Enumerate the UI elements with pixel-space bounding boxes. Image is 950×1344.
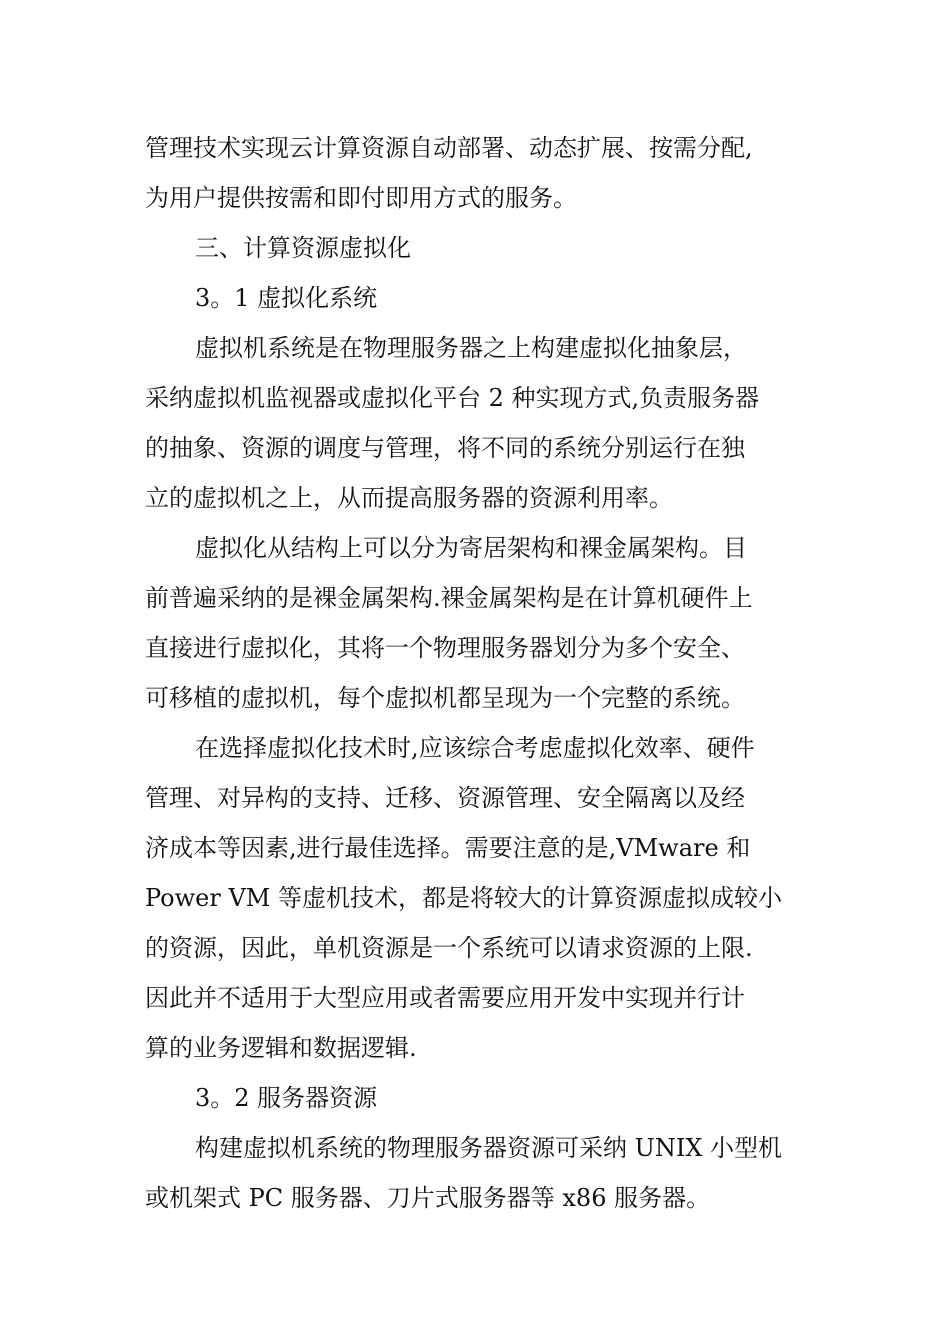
text-line: 管理、对异构的支持、迁移、资源管理、安全隔离以及经: [145, 784, 745, 812]
text-line: 管理技术实现云计算资源自动部署、动态扩展、按需分配,: [145, 134, 753, 162]
text-line: 立的虚拟机之上，从而提高服务器的资源利用率。: [145, 484, 673, 512]
section-heading: 三、计算资源虚拟化: [195, 234, 411, 262]
text-line: 算的业务逻辑和数据逻辑.: [145, 1034, 417, 1062]
text-line: 前普遍采纳的是裸金属架构.裸金属架构是在计算机硬件上: [145, 584, 753, 612]
text-line: 采纳虚拟机监视器或虚拟化平台 2 种实现方式,负责服务器: [145, 384, 760, 412]
subsection-heading: 3。1 虚拟化系统: [195, 284, 378, 312]
text-line: 可移植的虚拟机，每个虚拟机都呈现为一个完整的系统。: [145, 684, 745, 712]
paragraph-start-line: 构建虚拟机系统的物理服务器资源可采纳 UNIX 小型机: [195, 1134, 783, 1162]
text-line: 济成本等因素,进行最佳选择。需要注意的是,VMware 和: [145, 834, 751, 862]
paragraph-start-line: 虚拟化从结构上可以分为寄居架构和裸金属架构。目: [195, 534, 747, 562]
text-line: 的抽象、资源的调度与管理，将不同的系统分别运行在独: [145, 434, 745, 462]
subsection-heading: 3。2 服务器资源: [195, 1084, 378, 1112]
text-line: 的资源，因此，单机资源是一个系统可以请求资源的上限.: [145, 934, 753, 962]
text-line: 直接进行虚拟化，其将一个物理服务器划分为多个安全、: [145, 634, 745, 662]
paragraph-start-line: 虚拟机系统是在物理服务器之上构建虚拟化抽象层，: [195, 334, 747, 362]
text-line: Power VM 等虚机技术，都是将较大的计算资源虚拟成较小: [145, 884, 783, 912]
text-line: 或机架式 PC 服务器、刀片式服务器等 x86 服务器。: [145, 1184, 711, 1212]
text-line: 为用户提供按需和即付即用方式的服务。: [145, 184, 577, 212]
paragraph-start-line: 在选择虚拟化技术时,应该综合考虑虚拟化效率、硬件: [195, 734, 755, 762]
text-line: 因此并不适用于大型应用或者需要应用开发中实现并行计: [145, 984, 745, 1012]
